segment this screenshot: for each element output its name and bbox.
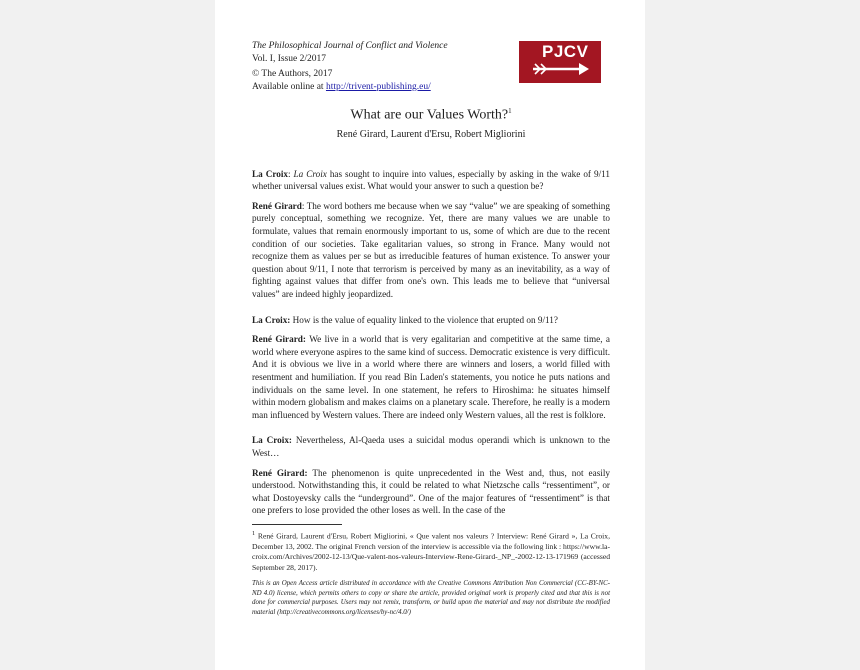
interview-paragraph: [252, 333, 610, 421]
journal-header: [252, 40, 610, 93]
page-content: [252, 40, 610, 617]
speaker-label: René Girard: [252, 200, 302, 211]
italic-term: La Croix: [293, 168, 327, 179]
paragraph-text: Nevertheless, Al-Qaeda uses a suicidal modus operandi which is unknown to the West…: [252, 435, 610, 458]
speaker-label: René Girard:: [252, 467, 308, 478]
publisher-link[interactable]: http://trivent-publishing.eu/: [325, 81, 431, 92]
speaker-separator: :: [301, 200, 307, 211]
title-footnote-mark: 1: [508, 107, 512, 115]
interview-paragraph: [252, 314, 610, 327]
paragraph-text: The phenomenon is quite unprecedented in the West and, thus, not easily understood. Notwithstanding this, it could be related to what Nietzsche calls “ressentiment”, or what Dostoyevsky calls the “underground”. One of the major features of “ressentiment” is that one prefers to lose provided the other loses as well. In the case of the: [252, 467, 610, 516]
speaker-label: La Croix:: [252, 314, 291, 325]
volume-issue: Vol. I, Issue 2/2017: [252, 53, 326, 64]
speaker-label: La Croix:: [252, 435, 292, 446]
paragraph-text: We live in a world that is very egalitarian and competitive at the same time, a world where everyone aspires to the same kind of success. Democratic existence is very difficult. And it is obvious we live in a world where there are winners and losers, a world filled with resentment and humiliation. If you read Bin Laden's statements, you notice he puts nations and individuals on the same level. In one statement, he refers to Hiroshima: he situates himself within modern globalism and makes claims on a planetary scale. Therefore, he really is a modern man influenced by Western values. There are indeed only Western values, all the rest is folklore.: [252, 334, 610, 420]
article-authors: René Girard, Laurent d'Ersu, Robert Migliorini: [336, 128, 526, 140]
paragraph-text: The word bothers me because when we say “value” we are speaking of something purely conceptual, something we recognize. Yet, there are many values we are unable to formulate, values that remain enormously important to us, some of which are due to the recent condition of our societies. Take egalitarian values, so strong in France. Many would not recognize them as values per se but as irreducible features of human existence. To answer your question about 9/11, I note that terrorism is perceived by many as an inevitability, as a way of fighting against values that differ from one's own. This leads me to believe that “universal values” are indeed highly jeopardized.: [252, 200, 610, 299]
title-text: What are our Values Worth?: [350, 107, 509, 123]
availability: [252, 81, 610, 94]
interview-paragraph: [252, 467, 610, 517]
journal-name: The Philosophical Journal of Conflict and Violence: [252, 41, 448, 51]
article-title: [252, 107, 610, 124]
interview-paragraph: [252, 200, 610, 301]
footnote: [252, 529, 610, 574]
interview-paragraph: [252, 168, 610, 193]
paragraph-text: How is the value of equality linked to the violence that erupted on 9/11?: [292, 314, 558, 325]
speaker-separator: :: [288, 168, 294, 179]
footnote-number: 1: [252, 529, 256, 537]
license-notice: This is an Open Access article distributed in accordance with the Creative Commons Attribution Non Commercial (CC-BY-NC-ND 4.0) license, which permits others to copy or share the article, provided original work is properly cited and that this is not done for commercial purposes. Users may not remix, transform, or build upon the material and may not distribute the modified material (http://creativecommons.org/licenses/by-nc/4.0/): [252, 580, 610, 616]
available-label: Available online at: [252, 81, 326, 92]
footnote-text: René Girard, Laurent d'Ersu, Robert Migliorini, « Que valent nos valeurs ? Interview: René Girard », La Croix, December 13, 2002. The original French version of the interview is accessible via the following link : https://www.la-croix.com/Archives/2002-12-13/Que-valent-nos-valeurs-Interview-Rene-Girard-_NP_-2002-12-13-171969 (accessed September 28, 2017).: [252, 531, 610, 572]
speaker-label: René Girard:: [252, 334, 306, 345]
paper-page: [215, 0, 645, 670]
interview-paragraph: [252, 434, 610, 459]
speaker-label: La Croix: [252, 168, 288, 179]
paragraph-text: has sought to inquire into values, especially by asking in the wake of 9/11 whether universal values exist. What would your answer to such a question be?: [252, 168, 610, 192]
footnote-divider: [252, 524, 342, 525]
article-body: [252, 168, 610, 517]
copyright: © The Authors, 2017: [252, 69, 333, 79]
logo-text: PJCV: [542, 42, 589, 61]
